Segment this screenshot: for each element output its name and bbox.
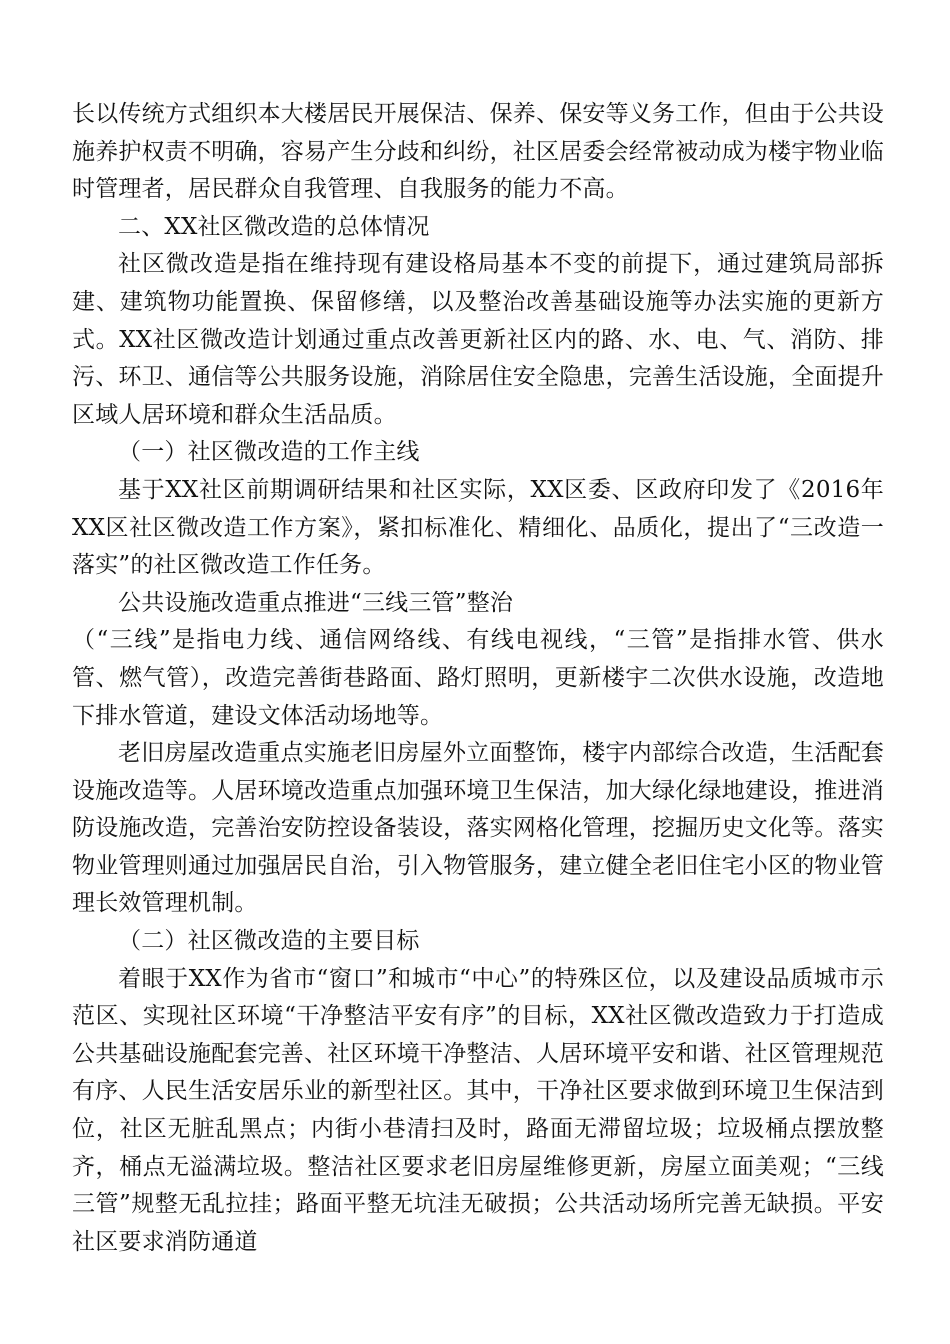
section-heading-overview: 二、XX社区微改造的总体情况 [118,213,430,240]
paragraph-continuation: 长以传统方式组织本大楼居民开展保洁、保养、保安等义务工作，但由于公共设施养护权责不明确，容易产生分歧和纠纷，社区居委会经常被动成为楼宇物业临时管理者，居民群众自我管理、自我服务的能力不高。 [72,101,884,203]
subsection-heading-main-line: （一）社区微改造的工作主线 [118,439,420,466]
paragraph-definition: 社区微改造是指在维持现有建设格局基本不变的前提下，通过建筑局部拆建、建筑物功能置换、保留修缮，以及整治改善基础设施等办法实施的更新方式。XX社区微改造计划通过重点改善更新社区内的路、水、电、气、消防、排污、环卫、通信等公共服务设施，消除居住安全隐患，完善生活设施，全面提升区域人居环境和群众生活品质。 [72,251,884,428]
document-body [72,96,884,1261]
paragraph-public-facilities: 公共设施改造重点推进“三线三管”整治 [118,589,514,616]
subsection-heading-main-goals: （二）社区微改造的主要目标 [118,928,420,955]
paragraph-goals: 着眼于XX作为省市“窗口”和城市“中心”的特殊区位，以及建设品质城市示范区、实现社区环境“干净整洁平安有序”的目标，XX社区微改造致力于打造成公共基础设施配套完善、社区环境干净整洁、人居环境平安和谐、社区管理规范有序、人民生活安居乐业的新型社区。其中，干净社区要求做到环境卫生保洁到位，社区无脏乱黑点；内街小巷清扫及时，路面无滞留垃圾；垃圾桶点摆放整齐，桶点无溢满垃圾。整洁社区要求老旧房屋维修更新，房屋立面美观；“三线三管”规整无乱拉挂；路面平整无坑洼无破损；公共活动场所完善无缺损。平安社区要求消防通道 [72,965,884,1255]
paragraph-work-plan: 基于XX社区前期调研结果和社区实际，XX区委、区政府印发了《2016年XX区社区微改造工作方案》，紧扣标准化、精细化、品质化，提出了“三改造一落实”的社区微改造工作任务。 [72,476,884,579]
paragraph-lines-pipes: （“三线”是指电力线、通信网络线、有线电视线，“三管”是指排水管、供水管、燃气管），改造完善街巷路面、路灯照明，更新楼宇二次供水设施，改造地下排水管道，建设文体活动场地等。 [72,627,884,729]
paragraph-old-housing: 老旧房屋改造重点实施老旧房屋外立面整饰，楼宇内部综合改造，生活配套设施改造等。人居环境改造重点加强环境卫生保洁，加大绿化绿地建设，推进消防设施改造，完善治安防控设备装设，落实网格化管理，挖掘历史文化等。落实物业管理则通过加强居民自治，引入物管服务，建立健全老旧住宅小区的物业管理长效管理机制。 [72,740,884,917]
